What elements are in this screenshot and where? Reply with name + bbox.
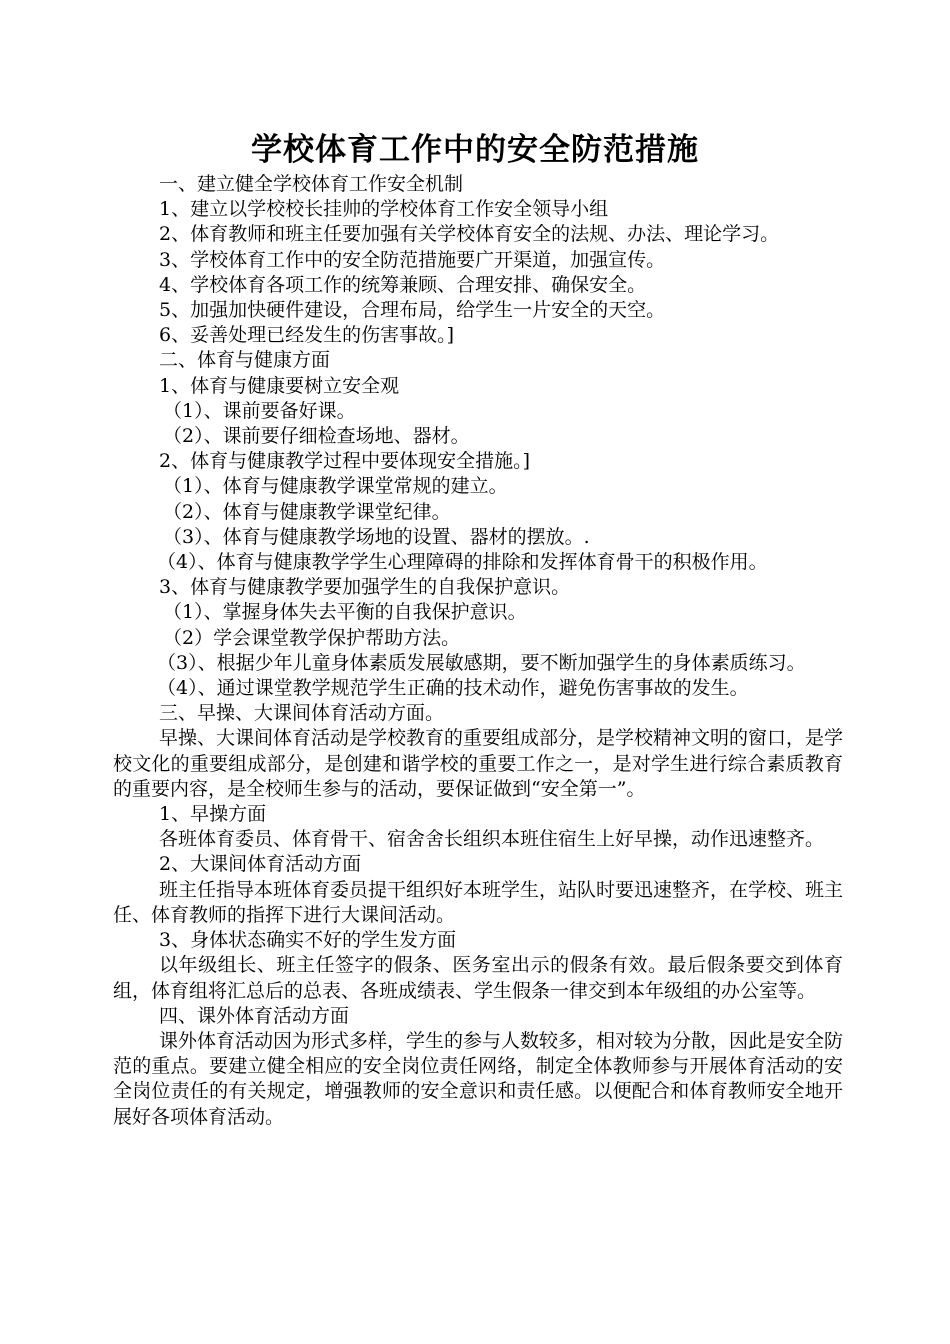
- section-heading: 四、课外体育活动方面: [159, 1004, 350, 1027]
- sub-list-item: （2）学会课堂教学保护帮助方法。: [163, 626, 461, 649]
- list-item: 3、身体状态确实不好的学生发方面: [159, 929, 457, 952]
- sub-list-item: （3）、体育与健康教学场地的设置、器材的摆放。.: [163, 525, 590, 548]
- list-item: 5、加强加快硬件建设，合理布局，给学生一片安全的天空。: [159, 299, 666, 322]
- list-item: 2、大课间体育活动方面: [159, 853, 362, 876]
- list-item: 1、体育与健康要树立安全观: [159, 374, 400, 397]
- body-paragraph: 班主任指导本班体育委员提干组织好本班学生，站队时要迅速整齐，在学校、班主任、体育教师的指挥下进行大课间活动。: [113, 878, 844, 926]
- body-paragraph: 早操、大课间体育活动是学校教育的重要组成部分，是学校精神文明的窗口，是学校文化的重要组成部分，是创建和谐学校的重要工作之一，是对学生进行综合素质教育的重要内容，是全校师生参与的活动，要保证做到“安全第一”。: [113, 727, 844, 800]
- list-item: 1、早操方面: [159, 803, 267, 826]
- list-item: 2、体育与健康教学过程中要体现安全措施。]: [159, 450, 531, 473]
- list-item: 2、体育教师和班主任要加强有关学校体育安全的法规、办法、理论学习。: [159, 223, 780, 246]
- section-heading: 二、体育与健康方面: [159, 349, 331, 372]
- document-title: 学校体育工作中的安全防范措施: [251, 132, 699, 168]
- sub-list-item: （1）、课前要备好课。: [163, 399, 356, 422]
- section-heading: 三、早操、大课间体育活动方面。: [159, 702, 445, 725]
- sub-list-item: （4）、体育与健康教学学生心理障碍的排除和发挥体育骨干的积极作用。: [157, 551, 768, 574]
- body-paragraph: 课外体育活动因为形式多样，学生的参与人数较多，相对较为分散，因此是安全防范的重点。要建立健全相应的安全岗位责任网络，制定全体教师参与开展体育活动的安全岗位责任的有关规定，增强教师的安全意识和责任感。以便配合和体育教师安全地开展好各项体育活动。: [113, 1029, 844, 1128]
- document-body: [113, 172, 843, 1130]
- body-paragraph: 以年级组长、班主任签字的假条、医务室出示的假条有效。最后假条要交到体育组，体育组将汇总后的总表、各班成绩表、学生假条一律交到本年级组的办公室等。: [113, 954, 843, 1002]
- sub-list-item: （4）、通过课堂教学规范学生正确的技术动作，避免伤害事故的发生。: [157, 677, 749, 700]
- list-item: 3、体育与健康教学要加强学生的自我保护意识。: [159, 576, 571, 599]
- sub-list-item: （2）、课前要仔细检查场地、器材。: [163, 425, 470, 448]
- list-item: 1、建立以学校校长挂帅的学校体育工作安全领导小组: [159, 198, 609, 221]
- list-item: 3、学校体育工作中的安全防范措施要广开渠道，加强宣传。: [159, 248, 666, 271]
- sub-list-item: （3）、根据少年儿童身体素质发展敏感期，要不断加强学生的身体素质练习。: [157, 651, 806, 674]
- section-heading: 一、建立健全学校体育工作安全机制: [159, 173, 464, 195]
- list-item: 6、妥善处理已经发生的伤害事故。]: [159, 324, 455, 347]
- sub-list-item: （1）、体育与健康教学课堂常规的建立。: [163, 475, 508, 498]
- sub-list-item: （2）、体育与健康教学课堂纪律。: [163, 500, 451, 523]
- sub-list-item: （1）、掌握身体失去平衡的自我保护意识。: [163, 601, 527, 624]
- list-item: 4、学校体育各项工作的统筹兼顾、合理安排、确保安全。: [159, 273, 647, 296]
- body-paragraph: 各班体育委员、体育骨干、宿舍舍长组织本班住宿生上好早操，动作迅速整齐。: [159, 828, 825, 851]
